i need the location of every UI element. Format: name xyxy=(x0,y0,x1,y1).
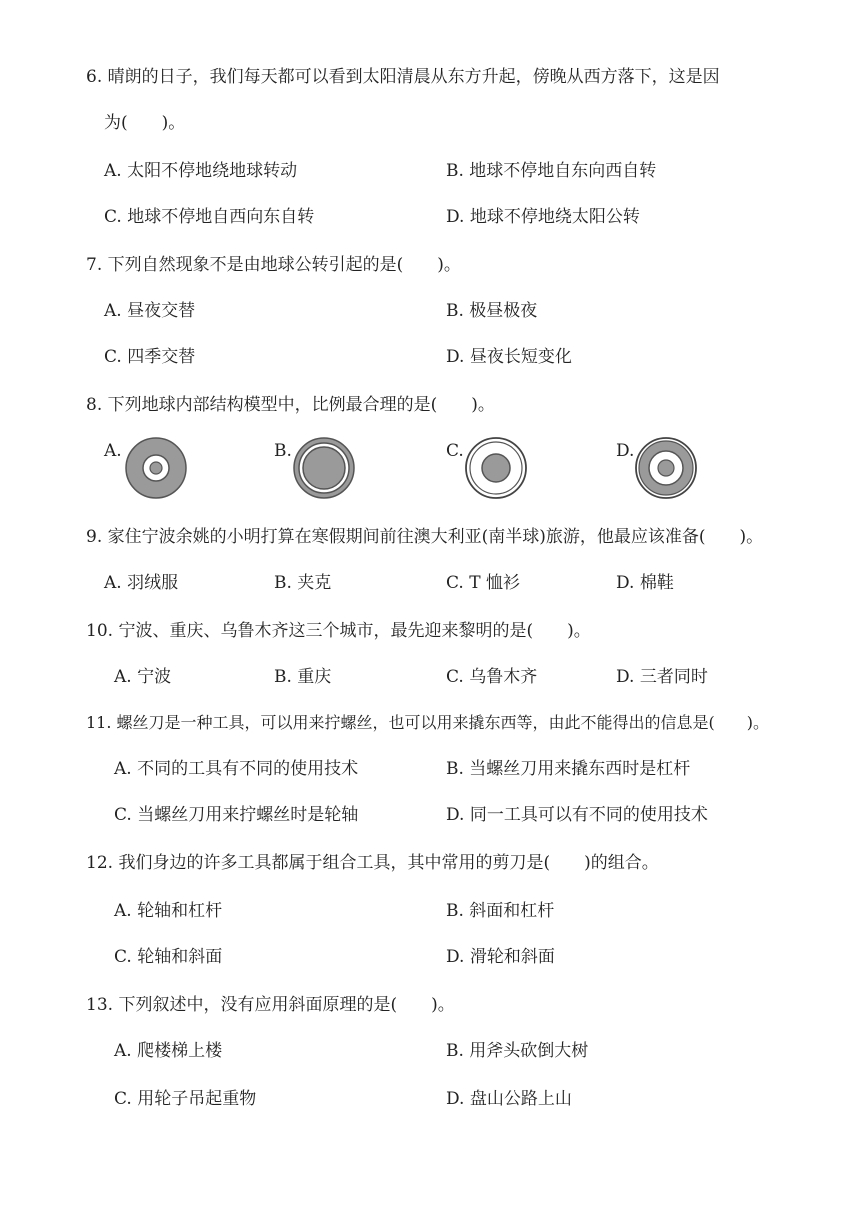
question-7-option-b[interactable]: B. 极昼极夜 xyxy=(446,301,538,321)
question-6-option-b[interactable]: B. 地球不停地自东向西自转 xyxy=(446,161,657,181)
question-7-option-c[interactable]: C. 四季交替 xyxy=(104,347,196,367)
earth-model-a[interactable] xyxy=(124,436,188,500)
question-9-stem: 9. 家住宁波余姚的小明打算在寒假期间前往澳大利亚(南半球)旅游，他最应该准备( )。 xyxy=(86,527,764,547)
question-7-stem: 7. 下列自然现象不是由地球公转引起的是( )。 xyxy=(86,255,461,275)
question-9-option-c[interactable]: C. T 恤衫 xyxy=(446,573,520,593)
question-10-option-b[interactable]: B. 重庆 xyxy=(274,667,332,687)
question-8-stem: 8. 下列地球内部结构模型中，比例最合理的是( )。 xyxy=(86,395,495,415)
question-8-option-c-label[interactable]: C. xyxy=(446,441,464,461)
question-8-option-d-label[interactable]: D. xyxy=(616,441,635,461)
question-12-option-d[interactable]: D. 滑轮和斜面 xyxy=(446,947,555,967)
question-9-option-a[interactable]: A. 羽绒服 xyxy=(104,573,179,593)
question-8-option-a-label[interactable]: A. xyxy=(104,441,122,461)
question-12-stem: 12. 我们身边的许多工具都属于组合工具，其中常用的剪刀是( )的组合。 xyxy=(86,853,659,873)
question-9-option-b[interactable]: B. 夹克 xyxy=(274,573,332,593)
question-6-option-d[interactable]: D. 地球不停地绕太阳公转 xyxy=(446,207,640,227)
question-10-stem: 10. 宁波、重庆、乌鲁木齐这三个城市，最先迎来黎明的是( )。 xyxy=(86,621,591,641)
question-11-stem: 11. 螺丝刀是一种工具，可以用来拧螺丝，也可以用来撬东西等，由此不能得出的信息是( )。 xyxy=(86,713,770,732)
question-6-stem: 6. 晴朗的日子，我们每天都可以看到太阳清晨从东方升起，傍晚从西方落下，这是因 xyxy=(86,67,720,87)
question-6-stem-cont: 为( )。 xyxy=(104,113,186,133)
question-13-stem: 13. 下列叙述中，没有应用斜面原理的是( )。 xyxy=(86,995,455,1015)
question-12-option-a[interactable]: A. 轮轴和杠杆 xyxy=(114,901,223,921)
question-12-option-c[interactable]: C. 轮轴和斜面 xyxy=(114,947,223,967)
question-7-option-d[interactable]: D. 昼夜长短变化 xyxy=(446,347,572,367)
question-12-option-b[interactable]: B. 斜面和杠杆 xyxy=(446,901,555,921)
question-13-option-d[interactable]: D. 盘山公路上山 xyxy=(446,1089,572,1109)
earth-model-d[interactable] xyxy=(634,436,698,500)
question-13-option-a[interactable]: A. 爬楼梯上楼 xyxy=(114,1041,223,1061)
question-11-option-b[interactable]: B. 当螺丝刀用来撬东西时是杠杆 xyxy=(446,759,691,779)
question-6-option-a[interactable]: A. 太阳不停地绕地球转动 xyxy=(104,161,298,181)
question-13-option-c[interactable]: C. 用轮子吊起重物 xyxy=(114,1089,257,1109)
question-8-option-b-label[interactable]: B. xyxy=(274,441,292,461)
earth-model-b[interactable] xyxy=(292,436,356,500)
question-10-option-a[interactable]: A. 宁波 xyxy=(114,667,172,687)
question-10-option-c[interactable]: C. 乌鲁木齐 xyxy=(446,667,538,687)
question-11-option-c[interactable]: C. 当螺丝刀用来拧螺丝时是轮轴 xyxy=(114,805,359,825)
question-9-option-d[interactable]: D. 棉鞋 xyxy=(616,573,674,593)
question-11-option-d[interactable]: D. 同一工具可以有不同的使用技术 xyxy=(446,805,708,825)
earth-model-c[interactable] xyxy=(464,436,528,500)
question-6-option-c[interactable]: C. 地球不停地自西向东自转 xyxy=(104,207,315,227)
question-7-option-a[interactable]: A. 昼夜交替 xyxy=(104,301,196,321)
question-11-option-a[interactable]: A. 不同的工具有不同的使用技术 xyxy=(114,759,359,779)
question-10-option-d[interactable]: D. 三者同时 xyxy=(616,667,708,687)
question-13-option-b[interactable]: B. 用斧头砍倒大树 xyxy=(446,1041,589,1061)
